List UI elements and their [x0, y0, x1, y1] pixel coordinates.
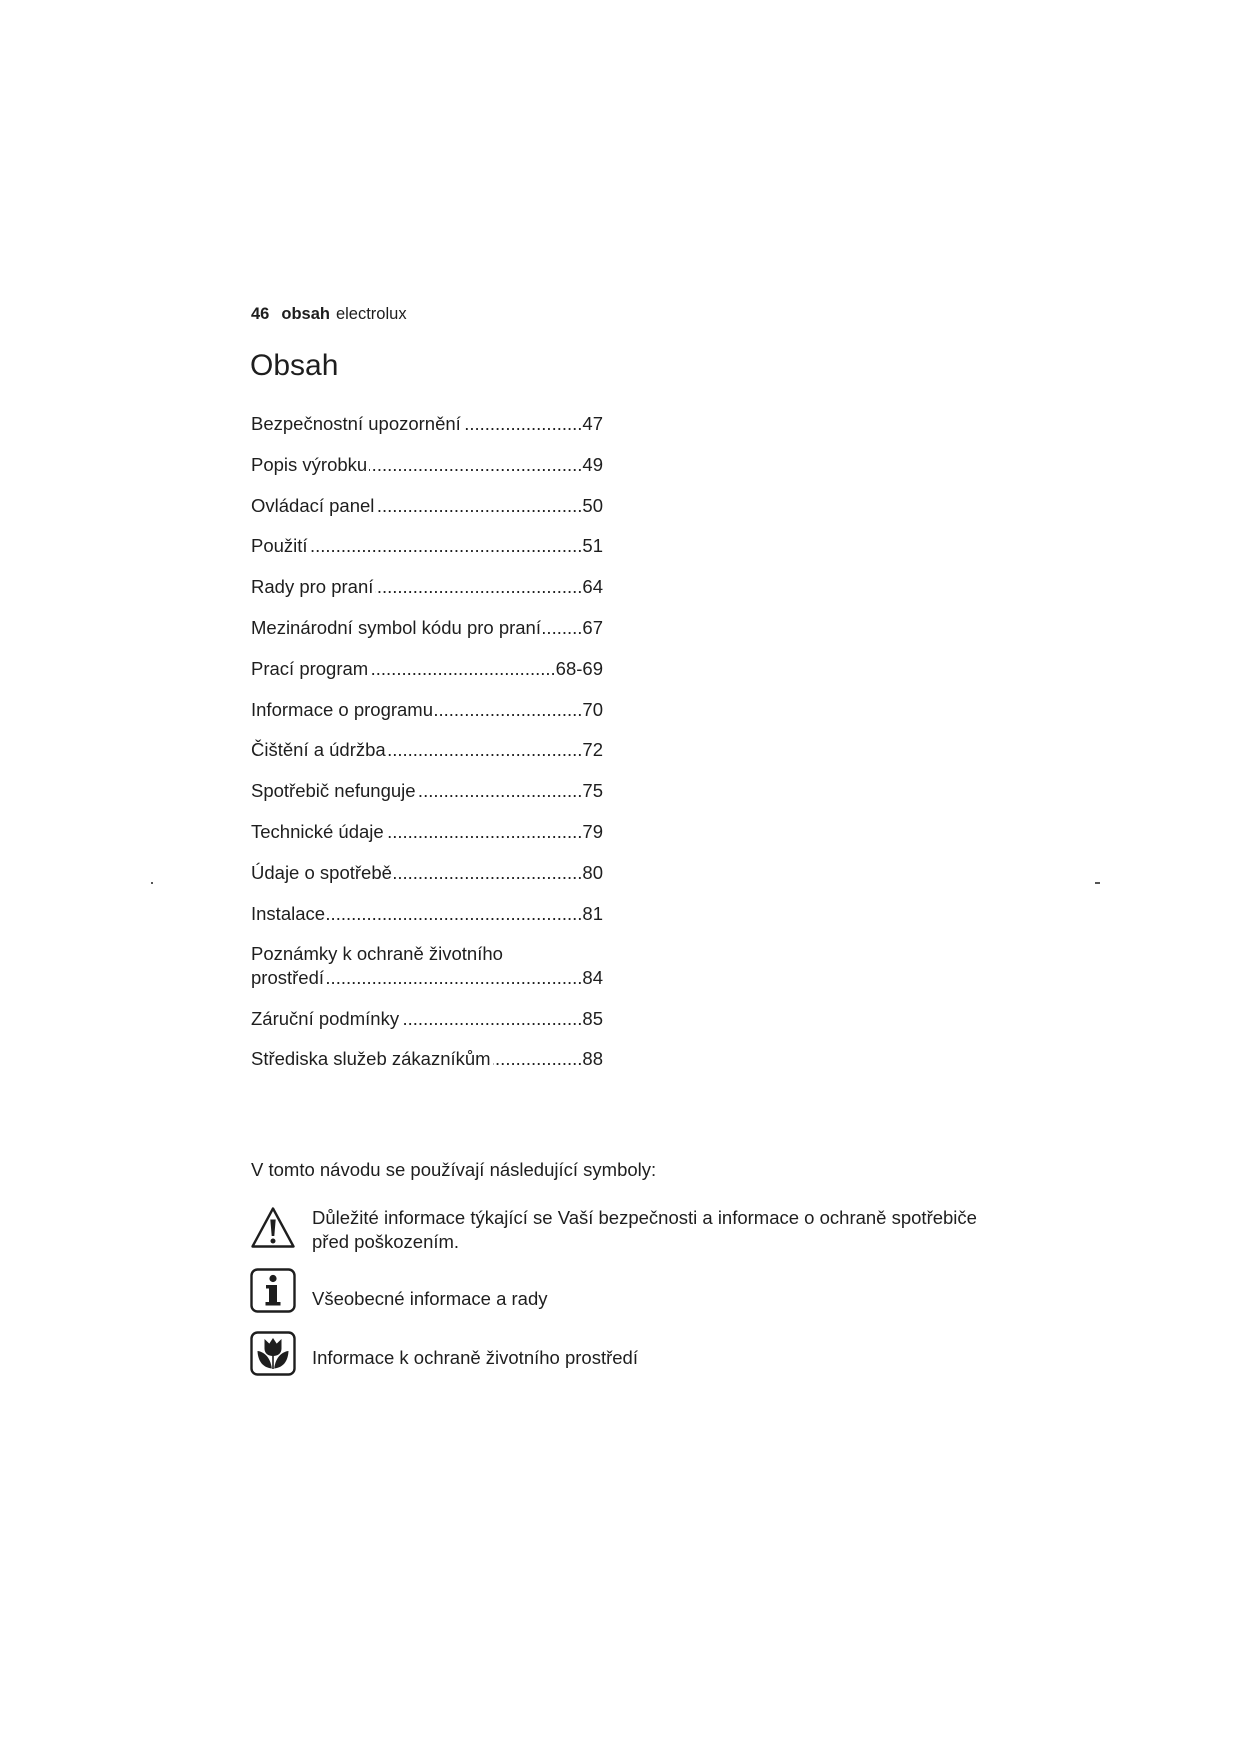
warning-triangle-icon [250, 1205, 296, 1251]
toc-entry [251, 616, 603, 640]
toc-entry-page: 81 [582, 902, 603, 924]
toc-entry-page: 85 [582, 1007, 603, 1029]
symbol-description: Informace k ochraně životního prostředí [312, 1347, 638, 1368]
toc-entry-label: prostředí [251, 966, 325, 988]
toc-dot-leader [370, 657, 555, 681]
toc-entry-label: Čištění a údržba [251, 739, 386, 761]
toc-entry [251, 942, 603, 989]
fold-mark-left [151, 882, 153, 884]
symbol-item-safety [250, 1205, 1010, 1255]
toc-entry [251, 820, 603, 844]
toc-entry [251, 412, 603, 436]
toc-entry-label: Popis výrobku [251, 453, 368, 475]
toc-entry [251, 779, 603, 803]
toc-entry-page: 47 [582, 413, 603, 434]
symbol-description: Všeobecné informace a rady [312, 1288, 548, 1309]
environment-flower-icon [250, 1331, 296, 1376]
toc-entry-label: Rady pro praní [251, 576, 374, 598]
symbol-description-line: Důležité informace týkající se Vaší bezpečnosti a informace o ochraně spotřebiče [312, 1207, 977, 1228]
toc-dot-leader [375, 575, 582, 599]
info-icon [250, 1268, 296, 1313]
toc-entry [251, 698, 603, 722]
toc-entry-label: Ovládací panel [251, 494, 375, 516]
toc-entry-page: 72 [582, 739, 603, 761]
toc-dot-leader [493, 1047, 583, 1071]
toc-entry-label: Střediska služeb zákazníkům [251, 1048, 491, 1070]
toc-entry-page: 67 [582, 616, 603, 638]
toc-entry-label: Bezpečnostní upozornění [251, 413, 461, 434]
toc-entry-page: 79 [582, 820, 603, 842]
toc-entry [251, 861, 603, 885]
toc-entry-label: Instalace [251, 902, 326, 924]
toc-dot-leader [463, 412, 583, 436]
toc-entry-page: 80 [582, 861, 603, 883]
toc-entry-label: Záruční podmínky [251, 1007, 400, 1029]
toc-dot-leader [376, 494, 582, 518]
toc-dot-leader [327, 902, 582, 926]
toc-entry [251, 575, 603, 599]
brand-name: electrolux [335, 305, 407, 323]
table-of-contents [251, 412, 603, 1088]
running-header [251, 304, 407, 325]
symbol-item-environment [250, 1331, 1010, 1381]
toc-dot-leader [435, 698, 582, 722]
toc-dot-leader [401, 1007, 582, 1031]
toc-entry-label: Mezinárodní symbol kódu pro praní [251, 616, 541, 638]
toc-entry [251, 453, 603, 477]
toc-entry [251, 1047, 603, 1071]
toc-entry-label: Technické údaje [251, 820, 384, 842]
symbol-description [312, 1206, 977, 1253]
toc-entry-page: 88 [582, 1048, 603, 1070]
toc-dot-leader [418, 779, 583, 803]
page-number: 46 [251, 305, 270, 323]
symbol-description-line: před poškozením. [312, 1230, 460, 1252]
toc-entry-page: 68-69 [555, 657, 603, 679]
toc-dot-leader [543, 616, 582, 640]
toc-entry-label: Spotřebič nefunguje [251, 780, 416, 802]
toc-dot-leader [369, 453, 582, 477]
toc-entry [251, 902, 603, 926]
toc-entry-page: 51 [582, 535, 603, 557]
toc-entry [251, 1007, 603, 1031]
toc-entry [251, 534, 603, 558]
toc-entry-page: 64 [582, 576, 603, 598]
toc-dot-leader [326, 966, 582, 990]
toc-entry-label: Informace o programu [251, 698, 434, 720]
toc-entry [251, 657, 603, 681]
section-name: obsah [281, 305, 330, 323]
toc-entry-page: 75 [582, 780, 603, 802]
toc-entry-page: 49 [582, 453, 603, 475]
toc-entry-page: 50 [582, 494, 603, 516]
toc-entry [251, 494, 603, 518]
fold-mark-right [1095, 882, 1100, 884]
toc-entry-label-line: Poznámky k ochraně životního [251, 943, 503, 965]
toc-entry-label: Použití [251, 535, 308, 557]
toc-dot-leader [388, 738, 583, 762]
toc-dot-leader [310, 534, 583, 558]
toc-entry [251, 738, 603, 762]
toc-entry-page: 84 [582, 966, 603, 988]
toc-entry-label: Údaje o spotřebě [251, 861, 392, 883]
symbols-intro: V tomto návodu se používají následující symboly: [251, 1159, 657, 1180]
page-title: Obsah [250, 349, 339, 382]
toc-entry-page: 70 [582, 698, 603, 720]
toc-dot-leader [394, 861, 583, 885]
toc-entry-label: Prací program [251, 657, 369, 679]
symbol-item-info [250, 1268, 1010, 1318]
toc-dot-leader [386, 820, 583, 844]
